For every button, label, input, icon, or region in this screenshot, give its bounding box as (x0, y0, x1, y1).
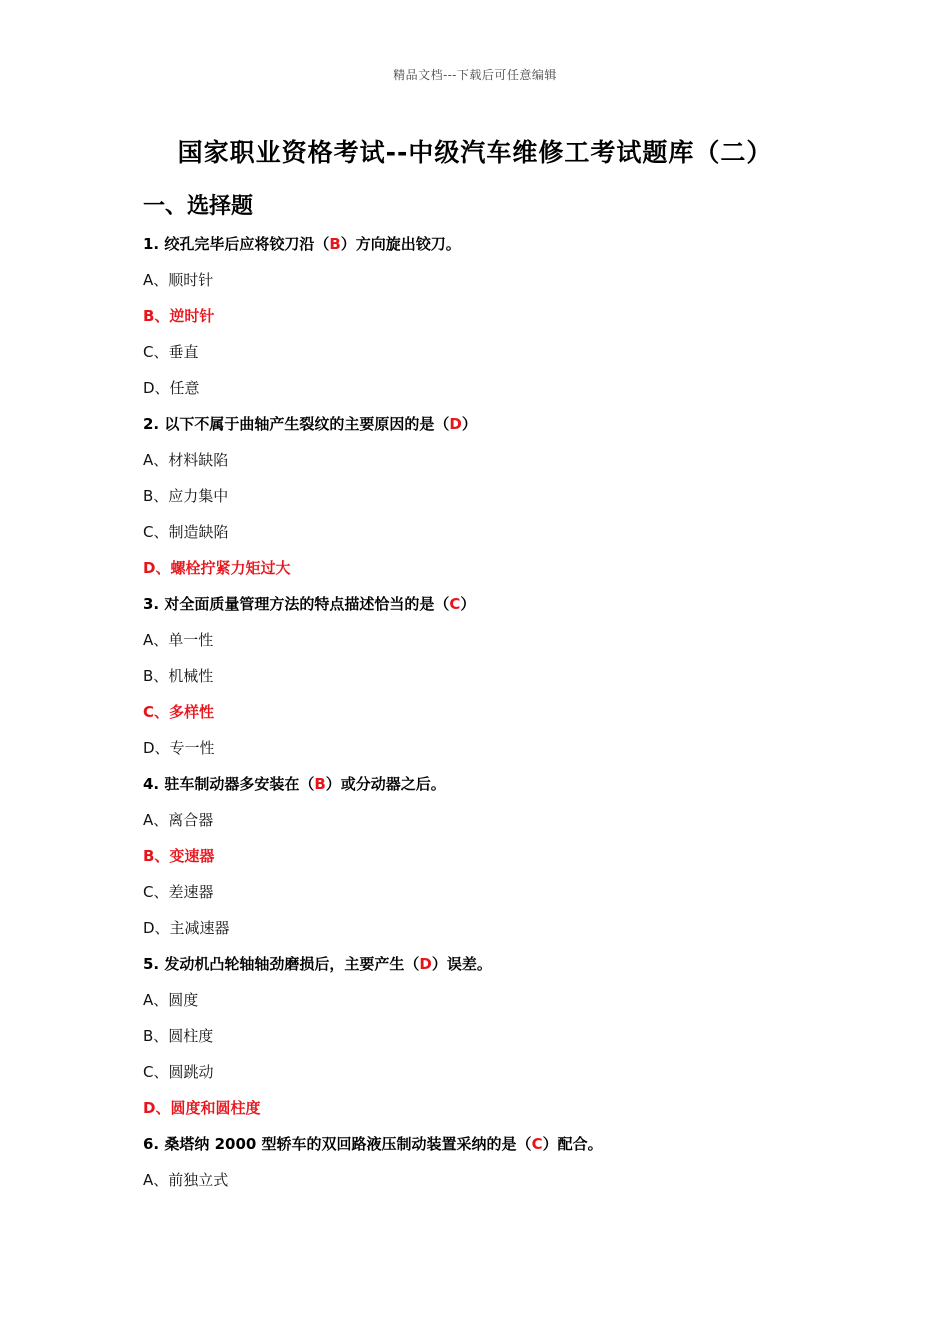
question-text: 2. 以下不属于曲轴产生裂纹的主要原因的是（ (143, 415, 450, 433)
answer-letter: B (314, 775, 326, 793)
option-1b-correct: B、逆时针 (143, 307, 215, 325)
question-text-end: ）方向旋出铰刀。 (340, 235, 461, 253)
question-3 (143, 586, 823, 622)
answer-letter: C (449, 595, 461, 613)
option-3b: B、机械性 (143, 667, 214, 685)
question-text-end: ）配合。 (542, 1135, 603, 1153)
question-5 (143, 946, 823, 982)
question-text: 4. 驻车制动器多安装在（ (143, 775, 315, 793)
question-list (143, 226, 823, 1198)
option-1a: A、顺时针 (143, 271, 214, 289)
option-2d-correct: D、螺栓拧紧力矩过大 (143, 559, 291, 577)
option-5c: C、圆跳动 (143, 1063, 214, 1081)
option-3d: D、专一性 (143, 739, 215, 757)
option-4a: A、离合器 (143, 811, 214, 829)
option-5d-correct: D、圆度和圆柱度 (143, 1099, 261, 1117)
option-5b: B、圆柱度 (143, 1027, 214, 1045)
question-text-end: ） (460, 595, 476, 613)
option-2c: C、制造缺陷 (143, 523, 229, 541)
answer-letter: B (329, 235, 341, 253)
question-6 (143, 1126, 823, 1162)
option-4d: D、主减速器 (143, 919, 230, 937)
option-3c-correct: C、多样性 (143, 703, 215, 721)
document-title: 国家职业资格考试--中级汽车维修工考试题库（二） (177, 138, 773, 167)
option-3a: A、单一性 (143, 631, 214, 649)
question-text-end: ）误差。 (431, 955, 492, 973)
option-2a: A、材料缺陷 (143, 451, 229, 469)
question-2 (143, 406, 823, 442)
answer-letter: D (419, 955, 432, 973)
answer-letter: D (449, 415, 462, 433)
option-4b-correct: B、变速器 (143, 847, 215, 865)
option-4c: C、差速器 (143, 883, 214, 901)
question-text-end: ） (461, 415, 477, 433)
question-4 (143, 766, 823, 802)
question-text: 1. 绞孔完毕后应将铰刀沿（ (143, 235, 330, 253)
option-5a: A、圆度 (143, 991, 199, 1009)
answer-letter: C (531, 1135, 543, 1153)
header-note: 精品文档---下载后可任意编辑 (393, 68, 557, 82)
question-text-end: ）或分动器之后。 (325, 775, 446, 793)
question-1 (143, 226, 823, 262)
option-2b: B、应力集中 (143, 487, 229, 505)
option-1c: C、垂直 (143, 343, 199, 361)
question-text: 3. 对全面质量管理方法的特点描述恰当的是（ (143, 595, 450, 613)
question-text: 6. 桑塔纳 2000 型轿车的双回路液压制动装置采纳的是（ (143, 1135, 532, 1153)
section-heading: 一、选择题 (143, 194, 254, 219)
option-6a: A、前独立式 (143, 1171, 229, 1189)
question-text: 5. 发动机凸轮轴轴劲磨损后，主要产生（ (143, 955, 420, 973)
option-1d: D、任意 (143, 379, 200, 397)
